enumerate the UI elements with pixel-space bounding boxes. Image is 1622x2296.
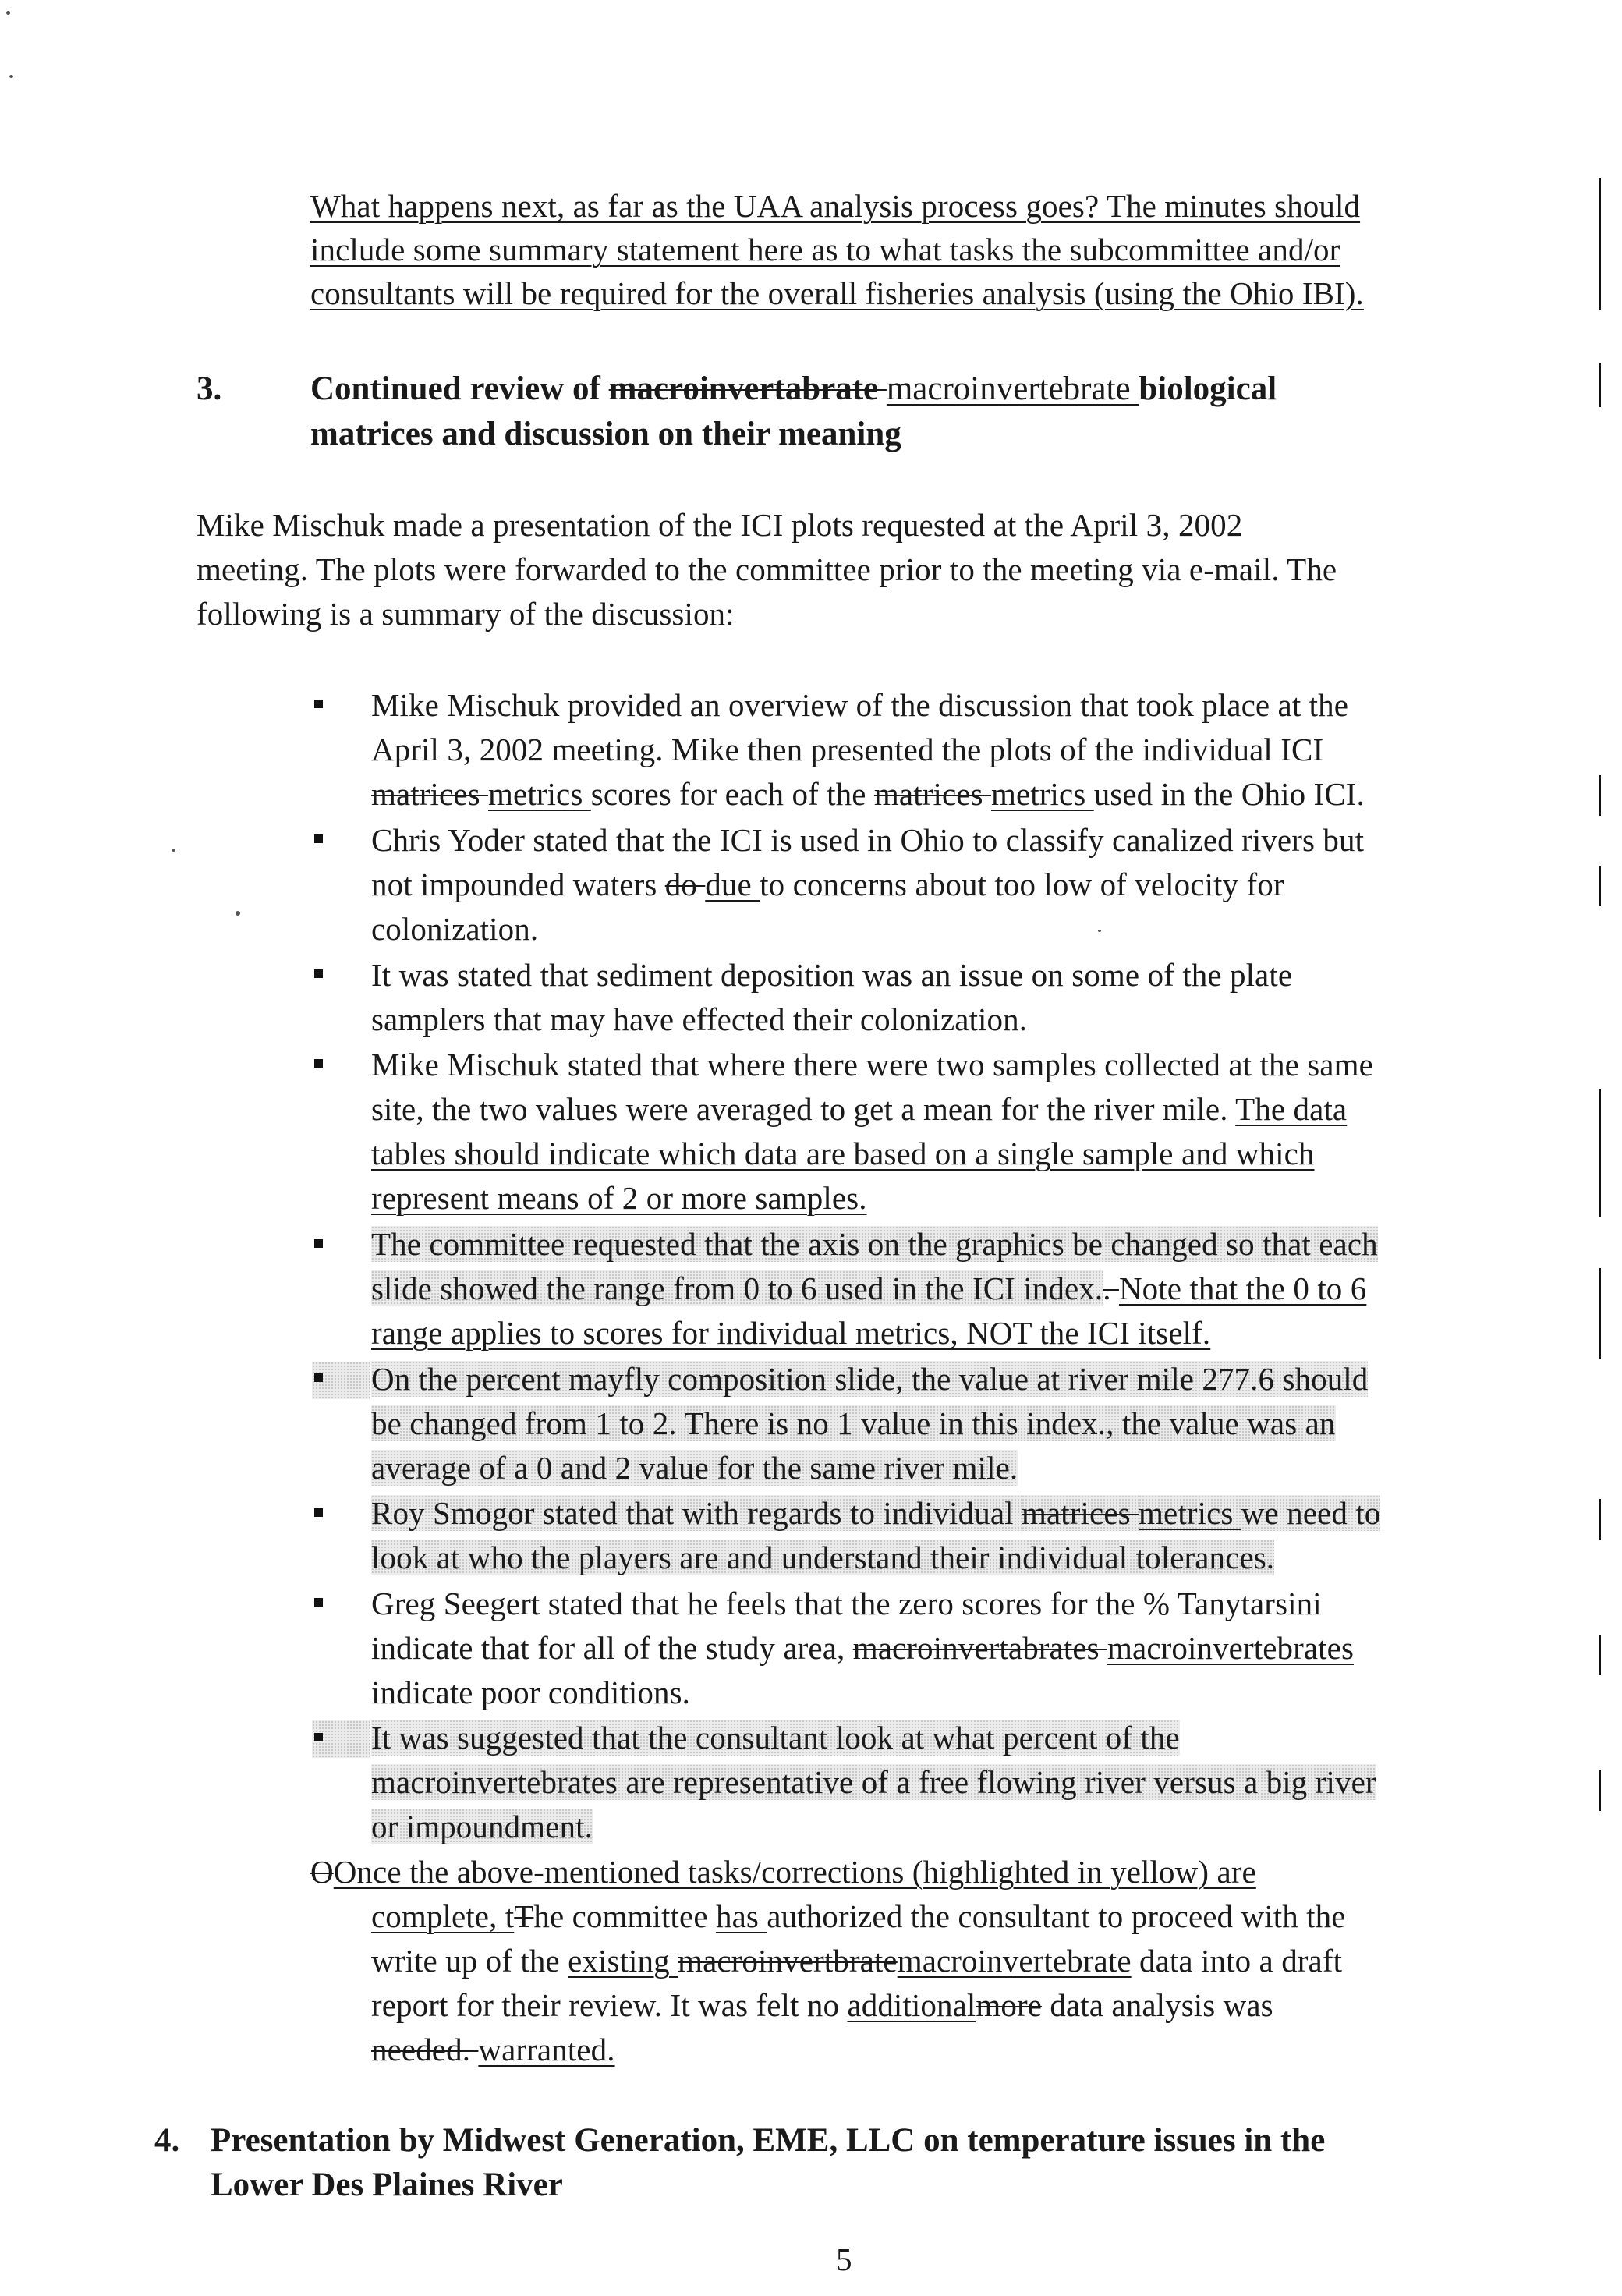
bullet-9-line [371, 1805, 593, 1848]
closing-line [310, 1850, 1256, 1894]
change-bar [1599, 1499, 1601, 1540]
change-bar [1599, 1089, 1601, 1217]
bullet-2-line: colonization. [371, 911, 539, 947]
inserted-text: due [705, 866, 760, 902]
scan-speck [6, 11, 10, 15]
deleted-text: O [310, 1854, 334, 1890]
intro-line: following is a summary of the discussion: [197, 596, 735, 632]
bullet-1-line: April 3, 2002 meeting. Mike then presented the plots of the individual ICI [371, 732, 1324, 767]
closing-text: authorized the consultant to proceed with the [767, 1898, 1346, 1934]
bullet-3-line: samplers that may have effected their colonization. [371, 1001, 1028, 1037]
section-4-number: 4. [154, 2122, 180, 2159]
bullet-5-line: range applies to scores for individual metrics, NOT the ICI itself. [371, 1315, 1211, 1351]
highlighted-text: On the percent mayfly composition slide, the value at river mile 277.6 should [371, 1361, 1369, 1397]
bullet-4-line [371, 1087, 1347, 1131]
bullet-8-line: Greg Seegert stated that he feels that the zero scores for the % Tanytarsini [371, 1586, 1322, 1621]
inserted-text: Once the above-mentioned tasks/corrections (highlighted in yellow) are [333, 1854, 1256, 1890]
scan-speck [1098, 930, 1101, 932]
closing-text: report for their review. It was felt no [371, 1987, 848, 2023]
closing-text: data analysis was [1042, 1987, 1273, 2023]
highlighted-text: macroinvertebrates are representative of a free flowing river versus a big river [371, 1764, 1376, 1800]
closing-line [371, 1894, 1346, 1938]
intro-line: meeting. The plots were forwarded to the committee prior to the meeting via e-mail. The [197, 551, 1337, 587]
change-bar [1599, 363, 1601, 407]
deleted-text: more [976, 1987, 1043, 2023]
bullet-5-line [371, 1267, 1366, 1310]
section-4-title: Presentation by Midwest Generation, EME, LLC on temperature issues in the [211, 2122, 1326, 2159]
bullet-5-line [371, 1222, 1378, 1266]
closing-line [371, 2028, 615, 2071]
inserted-text: metrics [488, 776, 591, 812]
inserted-text: complete, t [371, 1898, 515, 1934]
bullet-icon [314, 1598, 323, 1607]
inserted-text: has [715, 1898, 767, 1934]
bullet-6-line [371, 1401, 1336, 1445]
bullet-7-line [371, 1491, 1380, 1535]
inserted-text: Note that the 0 to 6 [1118, 1270, 1367, 1306]
scan-speck [236, 911, 240, 916]
section-3-title [310, 367, 1277, 412]
bullet-icon [314, 1239, 323, 1248]
bullet-icon [314, 1059, 323, 1068]
intro-line: Mike Mischuk made a presentation of the ICI plots requested at the April 3, 2002 [197, 507, 1243, 543]
inserted-text: metrics [1139, 1495, 1241, 1531]
inserted-text: macroinvertebrate [886, 370, 1139, 407]
change-bar [1599, 866, 1601, 906]
bullet-6-line [371, 1446, 1018, 1490]
bullet-4-line: Mike Mischuk stated that where there were two samples collected at the same [371, 1047, 1373, 1082]
highlighted-text: or impoundment. [371, 1809, 593, 1844]
bullet-2-text: not impounded waters [371, 866, 665, 902]
top-paragraph-line: include some summary statement here as to what tasks the subcommittee and/or [310, 232, 1340, 268]
bullet-icon [314, 1733, 323, 1741]
closing-text: write up of the [371, 1943, 568, 1979]
highlighted-text: look at who the players are and understand their individual tolerances. [371, 1540, 1275, 1575]
bullet-7-line [371, 1536, 1274, 1579]
section-3-title-text: Continued review of [310, 370, 609, 407]
bullet-3-line: It was stated that sediment deposition was an issue on some of the plate [371, 957, 1293, 993]
bullet-4-line: tables should indicate which data are based on a single sample and which [371, 1136, 1315, 1171]
change-bar [1599, 1635, 1601, 1675]
section-3-title-line2: matrices and discussion on their meaning [310, 416, 901, 452]
section-3-number: 3. [197, 370, 222, 407]
inserted-text: additional [847, 1987, 976, 2023]
highlighted-text: we need to [1241, 1495, 1381, 1531]
highlighted-text: slide showed the range from 0 to 6 used in the ICI index. [371, 1270, 1103, 1306]
inserted-text: warranted. [478, 2032, 615, 2067]
bullet-6-line [371, 1357, 1368, 1401]
highlighted-text: be changed from 1 to 2. There is no 1 value in this index., the value was an [371, 1405, 1336, 1441]
bullet-icon [314, 700, 323, 708]
bullet-icon [314, 969, 323, 978]
deleted-text: matrices [1022, 1495, 1139, 1531]
top-paragraph-line: consultants will be required for the overall fisheries analysis (using the Ohio IBI). [310, 275, 1364, 311]
change-bar [1599, 775, 1601, 816]
closing-text: data into a draft [1131, 1943, 1343, 1979]
bullet-4-text: site, the two values were averaged to get a mean for the river mile. [371, 1091, 1236, 1127]
deleted-text: matrices [873, 776, 991, 812]
deleted-text: needed. [371, 2032, 479, 2067]
bullet-icon [314, 1508, 323, 1517]
highlighted-text: The committee requested that the axis on the graphics be changed so that each [371, 1226, 1378, 1262]
bullet-9-line [371, 1760, 1376, 1804]
bullet-icon [314, 834, 323, 843]
highlighted-text: average of a 0 and 2 value for the same river mile. [371, 1450, 1018, 1486]
deleted-text: macroinvertabrates [852, 1630, 1108, 1666]
page-number: 5 [836, 2241, 852, 2277]
deleted-text: matrices [371, 776, 489, 812]
highlighted-text: Roy Smogor stated that with regards to individual [371, 1495, 1022, 1531]
change-bar [1599, 178, 1601, 310]
bullet-1-line [371, 772, 1365, 816]
inserted-text: macroinvertebrate [897, 1943, 1132, 1979]
closing-line [371, 1939, 1342, 1982]
deleted-text: macroinvertbrate [678, 1943, 898, 1979]
deleted-text: do [664, 866, 706, 902]
bullet-8-line: indicate poor conditions. [371, 1674, 690, 1710]
section-4-title-line2: Lower Des Plaines River [211, 2167, 563, 2203]
bullet-1-text: scores for each of the [590, 776, 874, 812]
scan-speck [172, 849, 175, 852]
bullet-9-line [371, 1716, 1180, 1759]
bullet-icon [314, 1373, 323, 1382]
change-bar [1599, 1770, 1601, 1811]
inserted-text: The data [1235, 1091, 1348, 1127]
closing-line [371, 1983, 1273, 2027]
bullet-8-line [371, 1626, 1354, 1670]
deleted-text: . [1103, 1270, 1119, 1306]
inserted-text: existing [568, 1943, 678, 1979]
bullet-8-text: indicate that for all of the study area, [371, 1630, 853, 1666]
change-bar [1599, 1268, 1601, 1359]
bullet-2-line: Chris Yoder stated that the ICI is used in Ohio to classify canalized rivers but [371, 822, 1365, 858]
deleted-text: macroinvertabrate [608, 370, 887, 407]
highlighted-text: It was suggested that the consultant look at what percent of the [371, 1720, 1180, 1756]
bullet-2-line [371, 863, 1284, 906]
scan-speck [9, 75, 13, 78]
bullet-1-text: used in the Ohio ICI. [1093, 776, 1365, 812]
top-paragraph-line: What happens next, as far as the UAA analysis process goes? The minutes should [310, 188, 1361, 224]
bullet-1-line: Mike Mischuk provided an overview of the discussion that took place at the [371, 687, 1349, 723]
deleted-text: T [514, 1898, 534, 1934]
closing-text: he committee [533, 1898, 716, 1934]
bullet-4-line: represent means of 2 or more samples. [371, 1180, 867, 1216]
section-3-title-text: biological [1139, 370, 1277, 407]
inserted-text: metrics [990, 776, 1094, 812]
bullet-2-text: to concerns about too low of velocity for [760, 866, 1284, 902]
inserted-text: macroinvertebrates [1107, 1630, 1355, 1666]
